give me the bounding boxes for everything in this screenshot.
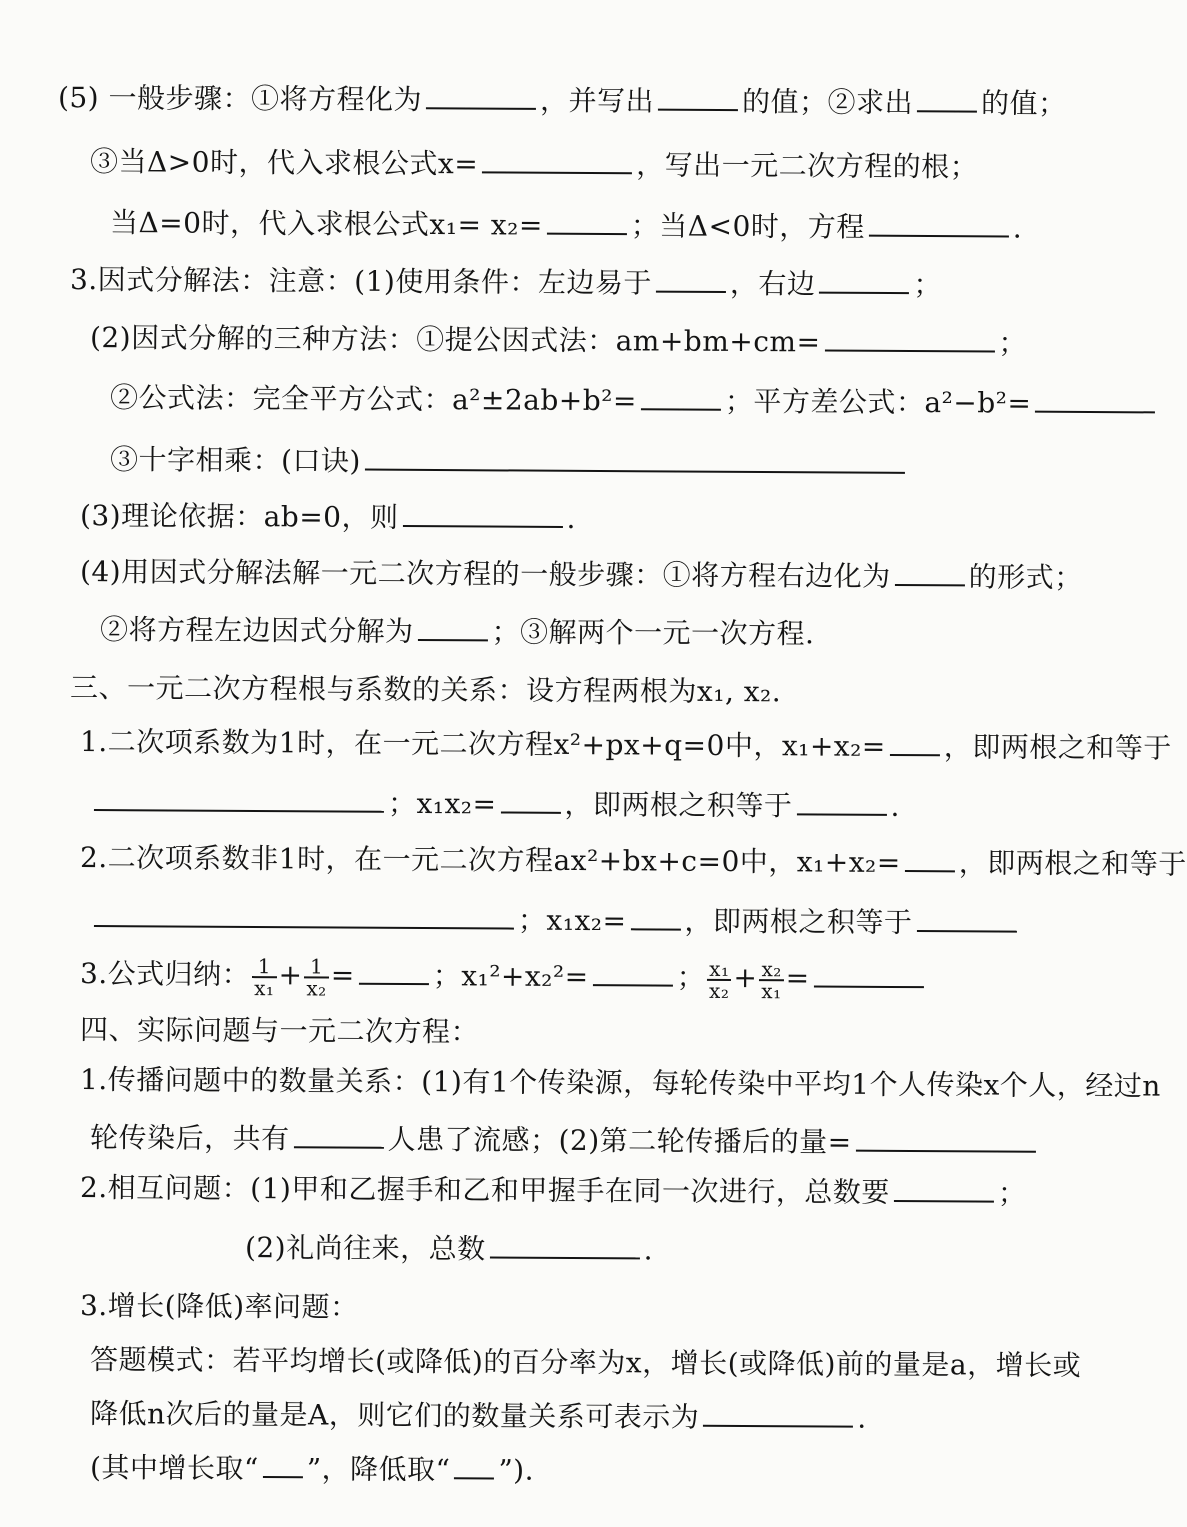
line-three-methods <box>90 318 1027 364</box>
text: ，即两根之和等于 <box>958 846 1187 881</box>
text: ③十字相乘：(口诀) <box>109 443 361 478</box>
text: 3.公式归纳： <box>79 957 251 992</box>
fill-blank[interactable] <box>1035 387 1155 414</box>
text: 的形式； <box>968 560 1083 595</box>
text: ；x₁²+x₂²= <box>432 959 589 994</box>
text: 3.因式分解法：注意：(1)使用条件：左边易于 <box>69 263 652 300</box>
fraction <box>707 956 732 1003</box>
text: ； <box>998 326 1028 360</box>
text: ，即两根之积等于 <box>684 904 913 940</box>
text: 当Δ=0时，代入求根公式x₁= x₂= <box>109 206 543 242</box>
line-general-product <box>90 898 1021 944</box>
fill-blank[interactable] <box>500 788 560 814</box>
fill-blank[interactable] <box>593 960 673 986</box>
text: (5) 一般步骤：①将方程化为 <box>57 81 423 117</box>
text: ”). <box>498 1453 535 1487</box>
line-sign-note <box>90 1448 534 1491</box>
text: ； <box>913 268 943 302</box>
text: 轮传染后，共有 <box>89 1121 290 1156</box>
fill-blank[interactable] <box>819 268 909 295</box>
text: . <box>857 1401 867 1435</box>
line-factor-steps <box>80 552 1083 598</box>
fill-blank[interactable] <box>824 325 994 352</box>
text: ；③解两个一元一次方程. <box>491 615 815 651</box>
text: . <box>566 501 577 536</box>
fill-blank[interactable] <box>856 1126 1036 1153</box>
fill-blank[interactable] <box>359 959 429 985</box>
fill-blank[interactable] <box>658 85 738 111</box>
text: 1.二次项系数为1时，在一元二次方程x²+px+q=0中，x₁+x₂= <box>79 725 886 763</box>
fill-blank[interactable] <box>94 901 514 930</box>
line-delta-zero <box>110 203 1022 249</box>
fill-blank[interactable] <box>917 86 977 112</box>
numerator: 1 <box>304 956 328 978</box>
text: ； <box>997 1176 1027 1210</box>
line-growth-heading <box>80 1286 359 1328</box>
text: 降低n次后的量是A，则它们的数量关系可表示为 <box>89 1397 700 1434</box>
fill-blank[interactable] <box>454 1453 494 1479</box>
fill-blank[interactable] <box>490 1232 640 1259</box>
fill-blank[interactable] <box>890 730 940 756</box>
text: ；平方差公式：a²−b²= <box>724 384 1032 420</box>
text: ；当Δ<0时，方程 <box>630 209 865 244</box>
line-theory-basis <box>80 496 576 539</box>
section-three-heading <box>70 668 781 712</box>
text: ，右边 <box>729 267 816 301</box>
fill-blank[interactable] <box>403 501 563 528</box>
text: (3)理论依据：ab=0，则 <box>79 499 399 534</box>
text: 2.相互问题：(1)甲和乙握手和乙和甲握手在同一次进行，总数要 <box>79 1171 890 1209</box>
denominator: x₂ <box>709 978 730 1003</box>
text: ，并写出 <box>539 83 655 118</box>
text: 的值； <box>980 86 1067 121</box>
line-mutual-problem <box>80 1168 1027 1214</box>
text: 三、一元二次方程根与系数的关系：设方程两根为x₁, x₂. <box>69 671 782 709</box>
text: ； <box>676 960 706 994</box>
text: ，写出一元二次方程的根； <box>636 148 979 184</box>
line-growth-relation <box>90 1394 867 1439</box>
text: ②公式法：完全平方公式：a²±2ab+b²= <box>109 381 637 418</box>
text: ；x₁x₂= <box>387 786 497 821</box>
text: (4)用因式分解法解一元二次方程的一般步骤：①将方程右边化为 <box>79 555 891 593</box>
text: . <box>1012 211 1023 245</box>
text: . <box>890 789 901 823</box>
line-answer-mode <box>90 1340 1081 1386</box>
line-reciprocity <box>245 1228 653 1270</box>
fill-blank[interactable] <box>894 1176 994 1203</box>
line-factor-left <box>100 610 815 654</box>
fill-blank[interactable] <box>703 1401 853 1428</box>
text: 答题模式：若平均增长(或降低)的百分率为x，增长(或降低)前的量是a，增长或 <box>89 1343 1082 1383</box>
text: 人患了流感；(2)第二轮传播后的量= <box>387 1122 852 1159</box>
text: + <box>278 958 303 992</box>
text: 1.传播问题中的数量关系：(1)有1个传染源，每轮传染中平均1个人传染x个人，经过n <box>79 1063 1161 1103</box>
text: ，即两根之积等于 <box>564 787 793 823</box>
fill-blank[interactable] <box>263 1452 303 1478</box>
text: ③当Δ>0时，代入求根公式x= <box>89 145 479 181</box>
fill-blank[interactable] <box>293 1122 383 1149</box>
line-spread-rounds <box>90 1118 1040 1164</box>
fill-blank[interactable] <box>796 789 886 816</box>
text: 3.增长(降低)率问题： <box>79 1289 359 1324</box>
numerator: x₂ <box>761 956 782 981</box>
fill-blank[interactable] <box>630 904 680 930</box>
fill-blank[interactable] <box>365 445 905 474</box>
fill-blank[interactable] <box>547 209 627 235</box>
denominator: x₂ <box>306 975 327 1001</box>
fill-blank[interactable] <box>94 785 384 813</box>
numerator: x₁ <box>709 956 730 981</box>
line-formula-method <box>110 378 1160 424</box>
text: = <box>785 961 810 995</box>
line-formula-summary <box>80 954 928 1002</box>
text: 的值；②求出 <box>741 85 914 120</box>
denominator: x₁ <box>761 978 782 1003</box>
text: ；x₁x₂= <box>517 903 627 938</box>
text: . <box>643 1233 654 1267</box>
line-monic-sum <box>80 722 1172 769</box>
line-monic-product <box>90 782 900 827</box>
fill-blank[interactable] <box>869 211 1009 238</box>
fraction <box>759 956 784 1003</box>
text: ②将方程左边因式分解为 <box>99 613 414 648</box>
text: (2)因式分解的三种方法：①提公因式法：am+bm+cm= <box>89 321 821 359</box>
line-factorization <box>70 260 942 305</box>
text: (其中增长取“ <box>89 1451 259 1486</box>
line-delta-positive <box>90 142 978 187</box>
fill-blank[interactable] <box>641 384 721 410</box>
denominator: x₁ <box>254 975 275 1000</box>
fill-blank[interactable] <box>482 147 632 174</box>
line-cross-multiplication <box>110 440 909 485</box>
line-spread-problem <box>80 1060 1161 1107</box>
line-general-sum <box>80 838 1187 885</box>
line-general-steps <box>58 78 1067 124</box>
text: ”，降低取“ <box>306 1452 451 1487</box>
fill-blank[interactable] <box>895 560 965 586</box>
fill-blank[interactable] <box>417 615 487 641</box>
fill-blank[interactable] <box>916 906 1016 933</box>
text: (2)礼尚往来，总数 <box>244 1231 486 1266</box>
text: 四、实际问题与一元二次方程： <box>79 1013 480 1049</box>
fraction <box>252 953 277 1000</box>
numerator: 1 <box>252 956 276 978</box>
fill-blank[interactable] <box>426 83 536 110</box>
text: ，即两根之和等于 <box>943 730 1172 765</box>
fill-blank[interactable] <box>656 267 726 293</box>
fill-blank[interactable] <box>814 961 924 988</box>
section-four-heading <box>80 1010 479 1052</box>
fraction <box>304 953 329 1001</box>
fill-blank[interactable] <box>905 846 955 872</box>
text: + <box>733 960 758 995</box>
text: = <box>330 958 355 992</box>
text: 2.二次项系数非1时，在一元二次方程ax²+bx+c=0中，x₁+x₂= <box>79 841 901 880</box>
